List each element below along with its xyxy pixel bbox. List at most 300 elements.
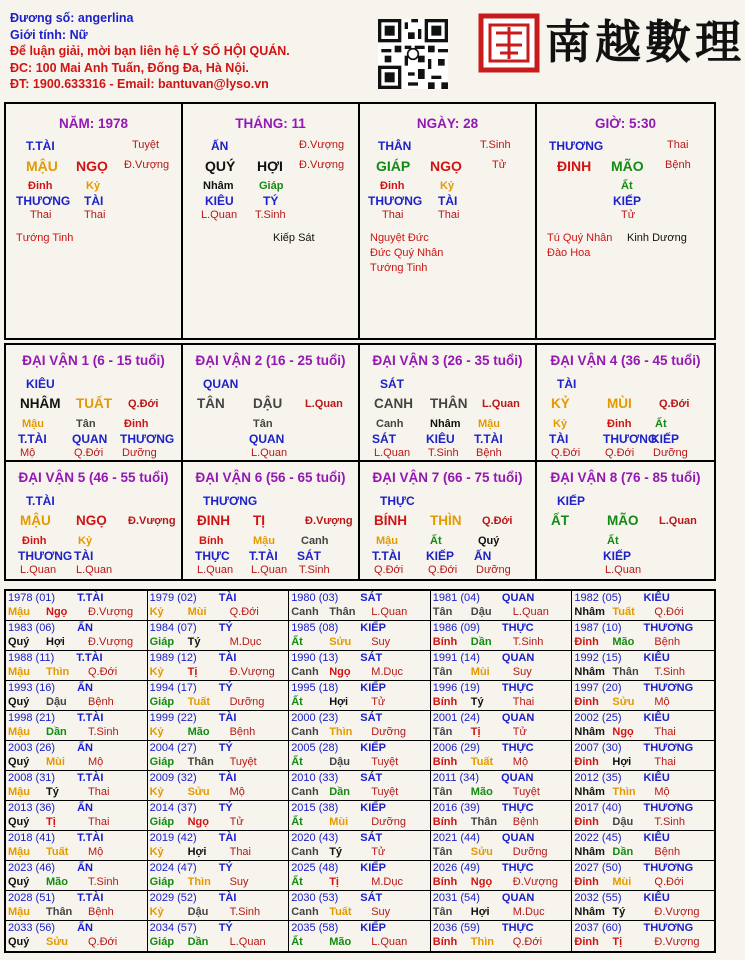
year-chi: Mùi	[187, 606, 207, 618]
hidden-ts: THƯƠNG	[120, 432, 175, 446]
year-cell	[431, 591, 573, 621]
year-chi: Tị	[470, 726, 481, 738]
year-state: M.Dục	[371, 666, 403, 678]
year-chi: Mùi	[46, 756, 65, 768]
pillar-chi-state: Đ.Vượng	[299, 159, 345, 171]
year-chi: Dậu	[187, 906, 209, 918]
hidden-state: Dưỡng	[476, 564, 511, 576]
year-label: 2000 (23)	[291, 712, 339, 724]
year-can: Ất	[291, 756, 303, 768]
dai-van-can: NHÂM	[20, 396, 61, 411]
year-ts: KIÊU	[643, 772, 670, 784]
year-label: 1978 (01)	[8, 592, 56, 604]
year-can: Bính	[432, 696, 458, 708]
dai-van-state: Q.Đới	[659, 398, 690, 410]
year-cell	[431, 861, 573, 891]
year-can: Nhâm	[574, 786, 605, 798]
year-chi: Hợi	[187, 846, 207, 858]
year-label: 2006 (29)	[432, 742, 480, 754]
year-ts: ẤN	[77, 922, 93, 934]
year-can: Tân	[432, 786, 453, 798]
year-ts: QUAN	[501, 772, 534, 784]
year-label: 1999 (22)	[149, 712, 197, 724]
year-label: 2030 (53)	[291, 892, 339, 904]
dai-van-cell	[360, 345, 537, 462]
year-ts: ẤN	[77, 742, 93, 754]
dai-van-cell	[183, 345, 360, 462]
year-state: Tuyệt	[371, 756, 399, 768]
dai-van-title: ĐẠI VẬN 7 (66 - 75 tuổi)	[372, 470, 523, 485]
hidden-can: Tân	[253, 418, 273, 430]
year-label: 2014 (37)	[149, 802, 197, 814]
year-can: Mậu	[8, 786, 30, 798]
year-can: Tân	[432, 726, 453, 738]
hidden-state: Bệnh	[476, 447, 502, 459]
pillar-year	[6, 104, 183, 338]
hidden-ts: T.TÀI	[18, 432, 47, 446]
year-label: 2035 (58)	[291, 922, 339, 934]
hidden-can: Giáp	[259, 180, 284, 192]
year-chi: Tị	[46, 816, 56, 828]
year-state: Bệnh	[654, 846, 681, 858]
hidden-state: Thai	[84, 209, 106, 221]
dai-van-can: MẬU	[20, 513, 51, 528]
year-state: Suy	[371, 906, 391, 918]
than-sat: Tú Quý Nhân	[547, 232, 613, 244]
year-ts: TÀI	[218, 712, 237, 724]
year-ts: T.TÀI	[77, 592, 104, 604]
dai-van-cell	[6, 345, 183, 462]
year-state: Tuyệt	[371, 786, 399, 798]
dai-van-cell	[6, 462, 183, 579]
dai-van-can: KỶ	[551, 396, 570, 411]
year-chi: Thìn	[329, 726, 353, 738]
year-can: Bính	[432, 756, 458, 768]
year-state: Tử	[371, 696, 386, 708]
year-label: 1998 (21)	[8, 712, 56, 724]
year-can: Đinh	[574, 936, 599, 948]
hidden-state: L.Quan	[251, 564, 288, 576]
year-cell	[289, 741, 431, 771]
year-can: Ất	[291, 936, 303, 948]
year-chi: Ngọ	[46, 606, 68, 618]
hidden-state: Thai	[438, 209, 460, 221]
year-cell	[289, 921, 431, 951]
year-cell	[572, 771, 714, 801]
year-can: Nhâm	[574, 606, 605, 618]
year-state: Mộ	[88, 846, 104, 858]
year-cell	[431, 801, 573, 831]
pillar-ts: ẤN	[211, 139, 229, 153]
hidden-ts: THƯƠNG	[603, 432, 658, 446]
year-ts: KIÊU	[643, 832, 670, 844]
year-cell	[6, 591, 148, 621]
hidden-ts: KIẾP	[603, 549, 632, 563]
year-can: Canh	[291, 846, 319, 858]
year-can: Quý	[8, 936, 30, 948]
year-ts: QUAN	[501, 832, 535, 844]
hidden-state: T.Sinh	[255, 209, 286, 221]
dai-van-title: ĐẠI VẬN 4 (36 - 45 tuổi)	[550, 353, 701, 368]
year-ts: TÀI	[218, 892, 237, 904]
year-can: Canh	[291, 606, 319, 618]
year-can: Quý	[8, 696, 30, 708]
year-label: 2012 (35)	[574, 772, 622, 784]
hidden-can: Canh	[376, 418, 404, 430]
year-cell	[6, 681, 148, 711]
year-cell	[289, 861, 431, 891]
dai-van-ts: THỰC	[380, 494, 415, 508]
year-chi: Tý	[187, 636, 201, 648]
hidden-state: Q.Đới	[74, 447, 104, 459]
year-state: T.Sinh	[88, 876, 119, 888]
year-chi: Tý	[329, 846, 343, 858]
year-ts: SÁT	[360, 592, 383, 604]
year-can: Nhâm	[574, 726, 605, 738]
year-cell	[6, 771, 148, 801]
year-chi: Thân	[470, 816, 498, 828]
year-state: Tuyệt	[229, 756, 257, 768]
year-cell	[572, 651, 714, 681]
year-label: 1980 (03)	[291, 592, 339, 604]
year-chi: Mão	[470, 786, 493, 798]
year-label: 2003 (26)	[8, 742, 56, 754]
year-state: T.Sinh	[88, 726, 119, 738]
hidden-ts: T.TÀI	[474, 432, 503, 446]
year-cell	[148, 771, 290, 801]
year-ts: THƯƠNG	[643, 862, 694, 874]
year-state: M.Dục	[229, 636, 262, 648]
year-ts: TÀI	[218, 592, 237, 604]
year-state: Suy	[512, 666, 532, 678]
year-chi: Tị	[187, 666, 198, 678]
hidden-can: Mậu	[253, 535, 275, 547]
year-cell	[6, 711, 148, 741]
hidden-state: Q.Đới	[605, 447, 635, 459]
year-label: 1997 (20)	[574, 682, 622, 694]
year-cell	[6, 651, 148, 681]
year-state: L.Quan	[371, 936, 408, 948]
hidden-ts: KIẾP	[426, 549, 455, 563]
year-label: 1993 (16)	[8, 682, 56, 694]
year-ts: THỰC	[501, 682, 534, 694]
year-chi: Dần	[329, 786, 350, 798]
year-cell	[572, 921, 714, 951]
year-can: Mậu	[8, 666, 30, 678]
dai-van-ts: QUAN	[203, 377, 239, 391]
year-can: Kỷ	[149, 906, 164, 918]
dai-van-state: L.Quan	[482, 398, 520, 410]
year-state: Mộ	[512, 756, 529, 768]
year-chi: Thân	[187, 756, 214, 768]
year-chi: Thân	[46, 906, 73, 918]
year-ts: KIẾP	[360, 622, 386, 634]
hidden-state: L.Quan	[20, 564, 57, 576]
pillar-day	[360, 104, 537, 338]
hidden-can: Kỷ	[440, 180, 455, 192]
than-sat: Tướng Tinh	[16, 232, 74, 244]
year-ts: TÝ	[218, 862, 233, 874]
dai-van-state: Q.Đới	[128, 398, 159, 410]
hidden-state: L.Quan	[374, 447, 411, 459]
year-label: 1994 (17)	[149, 682, 197, 694]
year-chi: Sửu	[329, 636, 352, 648]
year-ts: ẤN	[77, 802, 93, 814]
dai-van-chi: MÃO	[607, 513, 639, 528]
year-label: 1982 (05)	[574, 592, 622, 604]
year-can: Mậu	[8, 906, 30, 918]
hidden-can: Bính	[199, 535, 224, 547]
dai-van-can: BÍNH	[374, 513, 407, 528]
year-ts: KIẾP	[360, 922, 386, 934]
year-chi: Tuất	[470, 756, 494, 768]
dai-van-title: ĐẠI VẬN 3 (26 - 35 tuổi)	[372, 353, 523, 368]
hidden-can: Kỷ	[553, 418, 568, 430]
year-chi: Mão	[46, 876, 68, 888]
year-can: Kỷ	[149, 726, 164, 738]
year-can: Giáp	[149, 636, 175, 648]
hidden-ts: KIẾP	[651, 432, 680, 446]
year-state: Đ.Vượng	[88, 606, 134, 618]
year-label: 2001 (24)	[432, 712, 480, 724]
dai-van-state: Đ.Vượng	[128, 515, 176, 527]
hidden-ts: SÁT	[297, 549, 321, 563]
year-state: Dưỡng	[371, 816, 406, 828]
year-cell	[289, 801, 431, 831]
year-label: 1984 (07)	[149, 622, 197, 634]
year-label: 1988 (11)	[8, 652, 55, 664]
pillar-ts: THÂN	[378, 139, 412, 153]
year-cell	[148, 921, 290, 951]
year-state: Suy	[371, 636, 391, 648]
hidden-ts: THƯƠNG	[16, 194, 71, 208]
year-label: 2024 (47)	[149, 862, 197, 874]
year-ts: T.TÀI	[77, 832, 104, 844]
year-ts: THƯƠNG	[643, 742, 694, 754]
year-label: 1987 (10)	[574, 622, 622, 634]
year-label: 2009 (32)	[149, 772, 197, 784]
year-state: Tử	[371, 846, 386, 858]
hidden-can: Ất	[655, 418, 667, 430]
hidden-ts: TÀI	[549, 432, 569, 446]
year-ts: SÁT	[360, 712, 383, 724]
year-can: Tân	[432, 606, 453, 618]
year-cell	[148, 621, 290, 651]
dai-van-title: ĐẠI VẬN 5 (46 - 55 tuổi)	[18, 470, 169, 485]
hidden-can: Mậu	[22, 418, 44, 430]
pillar-chi: MÃO	[611, 158, 644, 174]
dai-van-can: CANH	[374, 396, 413, 411]
year-chi: Hợi	[612, 756, 632, 768]
year-can: Canh	[291, 666, 319, 678]
year-can: Đinh	[574, 816, 599, 828]
year-cell	[431, 681, 573, 711]
year-ts: QUAN	[501, 592, 535, 604]
hidden-state: Q.Đới	[551, 447, 581, 459]
year-cell	[572, 711, 714, 741]
year-cell	[6, 921, 148, 951]
hidden-can: Tân	[76, 418, 96, 430]
year-ts: KIÊU	[643, 712, 670, 724]
year-can: Đinh	[574, 876, 599, 888]
hidden-ts: THƯƠNG	[18, 549, 73, 563]
dai-van-grid	[4, 343, 716, 581]
year-ts: SÁT	[360, 652, 383, 664]
year-cell	[148, 681, 290, 711]
year-cell	[148, 651, 290, 681]
year-can: Canh	[291, 906, 319, 918]
year-can: Quý	[8, 756, 30, 768]
year-can: Mậu	[8, 606, 30, 618]
than-sat: Đức Quý Nhân	[370, 247, 444, 259]
pillar-chi-state: Đ.Vượng	[124, 159, 170, 171]
year-ts: QUAN	[501, 712, 535, 724]
pillar-hour	[537, 104, 714, 338]
pillar-title: NĂM: 1978	[58, 116, 129, 131]
year-state: Suy	[229, 876, 249, 888]
year-chi: Tuất	[329, 906, 352, 918]
year-cell	[572, 801, 714, 831]
year-ts: THƯƠNG	[643, 622, 694, 634]
year-state: Đ.Vượng	[88, 636, 134, 648]
year-state: Bệnh	[88, 906, 114, 918]
year-state: Dưỡng	[371, 726, 406, 738]
year-chi: Tị	[329, 876, 339, 888]
hidden-can: Kỷ	[86, 180, 101, 192]
hidden-state: T.Sinh	[299, 564, 330, 576]
year-chi: Dần	[612, 846, 634, 858]
year-state: T.Sinh	[512, 636, 544, 648]
hidden-state: Tử	[621, 209, 636, 221]
year-ts: KIẾP	[360, 682, 386, 694]
year-chi: Tuất	[612, 606, 635, 618]
year-chi: Thìn	[187, 876, 211, 888]
dai-van-ts: SÁT	[380, 377, 404, 391]
year-state: L.Quan	[512, 606, 549, 618]
year-state: Q.Đới	[654, 606, 684, 618]
year-can: Canh	[291, 726, 319, 738]
year-state: Tử	[512, 726, 527, 738]
hidden-can: Canh	[301, 535, 329, 547]
year-label: 2018 (41)	[8, 832, 56, 844]
pillar-chi: NGỌ	[430, 158, 462, 174]
year-label: 1981 (04)	[432, 592, 480, 604]
year-cell	[431, 741, 573, 771]
year-cell	[572, 861, 714, 891]
hidden-ts: SÁT	[372, 432, 396, 446]
year-label: 2008 (31)	[8, 772, 56, 784]
year-ts: TÀI	[218, 832, 237, 844]
hidden-can: Đinh	[28, 180, 53, 192]
year-chi: Hợi	[329, 696, 349, 708]
pillar-ts: THƯƠNG	[549, 139, 604, 153]
year-chi: Ngọ	[329, 666, 351, 678]
year-can: Kỷ	[149, 606, 164, 618]
year-cell	[148, 891, 290, 921]
dai-van-title: ĐẠI VẬN 1 (6 - 15 tuổi)	[22, 353, 165, 368]
year-state: Q.Đới	[512, 936, 543, 948]
year-cell	[148, 711, 290, 741]
year-label: 2007 (30)	[574, 742, 622, 754]
year-ts: T.TÀI	[77, 892, 104, 904]
hidden-state: Q.Đới	[374, 564, 404, 576]
year-cell	[572, 591, 714, 621]
year-chi: Sửu	[46, 936, 69, 948]
dai-van-cell	[537, 462, 714, 579]
year-can: Kỷ	[149, 666, 164, 678]
year-state: Mộ	[654, 696, 670, 708]
year-label: 1989 (12)	[149, 652, 197, 664]
year-ts: TÝ	[218, 742, 233, 754]
hidden-can: Đinh	[380, 180, 405, 192]
year-label: 2026 (49)	[432, 862, 480, 874]
dai-van-ts: TÀI	[557, 377, 577, 391]
dai-van-ts: KIẾP	[557, 494, 586, 508]
year-state: Q.Đới	[654, 876, 684, 888]
pillar-chi: HỢI	[257, 158, 283, 174]
year-state: Tuyệt	[512, 786, 540, 798]
hidden-can: Mậu	[376, 535, 398, 547]
dai-van-title: ĐẠI VẬN 2 (16 - 25 tuổi)	[195, 353, 346, 368]
year-ts: KIẾP	[360, 802, 386, 814]
year-chi: Mùi	[470, 666, 490, 678]
year-label: 2022 (45)	[574, 832, 622, 844]
year-chi: Mão	[329, 936, 352, 948]
hidden-can: Nhâm	[430, 418, 461, 430]
hidden-can: Đinh	[22, 535, 47, 547]
year-ts: T.TÀI	[77, 772, 104, 784]
year-chi: Mùi	[329, 816, 349, 828]
year-label: 1986 (09)	[432, 622, 480, 634]
year-chi: Dậu	[612, 816, 634, 828]
than-sat: Kiếp Sát	[273, 232, 315, 244]
dai-van-can: ĐINH	[197, 513, 230, 528]
hidden-ts: KIÊU	[205, 194, 234, 208]
hidden-ts: QUAN	[72, 432, 108, 446]
year-ts: T.TÀI	[77, 712, 104, 724]
pillar-chi: NGỌ	[76, 158, 108, 174]
year-state: Dưỡng	[512, 846, 548, 858]
year-cell	[289, 651, 431, 681]
dai-van-cell	[360, 462, 537, 579]
year-label: 2029 (52)	[149, 892, 197, 904]
year-ts: TÀI	[218, 652, 237, 664]
year-state: T.Sinh	[229, 906, 261, 918]
year-state: L.Quan	[371, 606, 408, 618]
pillar-can: MẬU	[26, 158, 58, 174]
year-chi: Dần	[470, 636, 492, 648]
year-ts: TÝ	[218, 802, 233, 814]
pillar-ts: T.TÀI	[26, 139, 55, 153]
year-ts: QUAN	[501, 892, 535, 904]
year-cell	[431, 921, 573, 951]
year-chi: Ngọ	[187, 816, 209, 828]
year-chi: Dậu	[470, 606, 492, 618]
year-cell	[289, 891, 431, 921]
hidden-ts: THỰC	[195, 549, 230, 563]
year-can: Giáp	[149, 756, 175, 768]
year-label: 1979 (02)	[149, 592, 197, 604]
year-can: Kỷ	[149, 846, 164, 858]
year-can: Nhâm	[574, 666, 605, 678]
hidden-state: Thai	[30, 209, 52, 221]
year-can: Canh	[291, 786, 319, 798]
year-label: 2004 (27)	[149, 742, 197, 754]
year-chi: Tuất	[46, 846, 69, 858]
year-ts: KIẾP	[360, 742, 386, 754]
hidden-ts: QUAN	[249, 432, 285, 446]
year-cell	[148, 831, 290, 861]
